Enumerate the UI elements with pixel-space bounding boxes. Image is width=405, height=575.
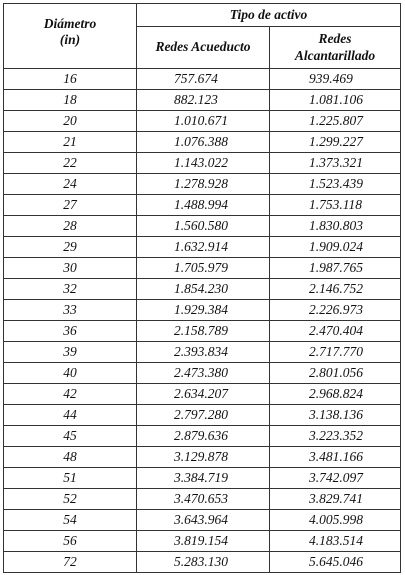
diameter-cell: 16: [4, 69, 137, 90]
diameter-cell: 24: [4, 174, 137, 195]
table-row: [4, 363, 401, 384]
table-row: [4, 153, 401, 174]
diameter-header-label: Diámetro: [43, 15, 97, 31]
table-row: [4, 552, 401, 573]
acueducto-cell: 1.560.580: [137, 216, 270, 237]
diameter-cell: 72: [4, 552, 137, 573]
diameter-cell: 48: [4, 447, 137, 468]
table-row: [4, 216, 401, 237]
table-row: [4, 237, 401, 258]
acueducto-header: [137, 27, 270, 69]
table-row: [4, 510, 401, 531]
alcantarillado-cell: 3.223.352: [270, 426, 401, 447]
alcantarillado-cell: 2.717.770: [270, 342, 401, 363]
diameter-cell: 20: [4, 111, 137, 132]
diameter-cell: 29: [4, 237, 137, 258]
alcantarillado-cell: 2.146.752: [270, 279, 401, 300]
diameter-cell: 22: [4, 153, 137, 174]
alcantarillado-cell: 4.005.998: [270, 510, 401, 531]
diameter-cell: 33: [4, 300, 137, 321]
acueducto-cell: 3.129.878: [137, 447, 270, 468]
alcantarillado-cell: 3.138.136: [270, 405, 401, 426]
diameter-header-unit: (in): [59, 32, 81, 47]
alcantarillado-cell: 2.801.056: [270, 363, 401, 384]
diameter-cell: 39: [4, 342, 137, 363]
diameter-cell: 42: [4, 384, 137, 405]
table-row: [4, 468, 401, 489]
diameter-cell: 56: [4, 531, 137, 552]
acueducto-cell: 3.384.719: [137, 468, 270, 489]
header-row-group: [4, 4, 401, 27]
diameter-cell: 18: [4, 90, 137, 111]
diameter-cell: 54: [4, 510, 137, 531]
acueducto-cell: 2.634.207: [137, 384, 270, 405]
table-row: [4, 174, 401, 195]
acueducto-cell: 2.473.380: [137, 363, 270, 384]
alcantarillado-header-label-1: Redes: [318, 31, 352, 47]
acueducto-cell: 2.158.789: [137, 321, 270, 342]
alcantarillado-cell: 1.830.803: [270, 216, 401, 237]
acueducto-cell: 1.632.914: [137, 237, 270, 258]
acueducto-cell: 1.076.388: [137, 132, 270, 153]
alcantarillado-cell: 5.645.046: [270, 552, 401, 573]
acueducto-cell: 3.643.964: [137, 510, 270, 531]
table-row: [4, 342, 401, 363]
acueducto-cell: 882.123: [137, 90, 270, 111]
table-row: [4, 426, 401, 447]
acueducto-cell: 3.819.154: [137, 531, 270, 552]
alcantarillado-cell: 4.183.514: [270, 531, 401, 552]
table-row: [4, 531, 401, 552]
diameter-cell: 51: [4, 468, 137, 489]
alcantarillado-header-label-2: Alcantarillado: [294, 47, 376, 63]
alcantarillado-cell: 2.968.824: [270, 384, 401, 405]
acueducto-cell: 1.854.230: [137, 279, 270, 300]
diameter-cell: 21: [4, 132, 137, 153]
alcantarillado-cell: 3.481.166: [270, 447, 401, 468]
table-row: [4, 132, 401, 153]
acueducto-cell: 2.797.280: [137, 405, 270, 426]
table-row: [4, 69, 401, 90]
table-row: [4, 300, 401, 321]
acueducto-cell: 1.705.979: [137, 258, 270, 279]
diameter-cell: 44: [4, 405, 137, 426]
alcantarillado-cell: 1.987.765: [270, 258, 401, 279]
acueducto-header-label: Redes Acueducto: [155, 39, 251, 55]
diameter-cell: 40: [4, 363, 137, 384]
alcantarillado-cell: 1.299.227: [270, 132, 401, 153]
acueducto-cell: 3.470.653: [137, 489, 270, 510]
table-row: [4, 321, 401, 342]
diameter-cell: 28: [4, 216, 137, 237]
asset-type-header: Tipo de activo: [137, 4, 401, 27]
acueducto-cell: 2.393.834: [137, 342, 270, 363]
alcantarillado-cell: 1.753.118: [270, 195, 401, 216]
alcantarillado-cell: 1.373.321: [270, 153, 401, 174]
alcantarillado-cell: 3.829.741: [270, 489, 401, 510]
alcantarillado-cell: 2.226.973: [270, 300, 401, 321]
alcantarillado-header: [270, 27, 401, 69]
diameter-header: [4, 4, 137, 69]
alcantarillado-cell: 1.909.024: [270, 237, 401, 258]
asset-cost-table: [3, 3, 401, 573]
table-row: [4, 279, 401, 300]
alcantarillado-cell: 1.523.439: [270, 174, 401, 195]
table-header: [4, 4, 401, 69]
diameter-cell: 52: [4, 489, 137, 510]
acueducto-cell: 5.283.130: [137, 552, 270, 573]
diameter-cell: 36: [4, 321, 137, 342]
acueducto-cell: 1.143.022: [137, 153, 270, 174]
diameter-cell: 32: [4, 279, 137, 300]
acueducto-cell: 757.674: [137, 69, 270, 90]
diameter-cell: 45: [4, 426, 137, 447]
acueducto-cell: 1.929.384: [137, 300, 270, 321]
alcantarillado-cell: 3.742.097: [270, 468, 401, 489]
diameter-cell: 30: [4, 258, 137, 279]
table-row: [4, 111, 401, 132]
table-row: [4, 405, 401, 426]
table-row: [4, 195, 401, 216]
table-row: [4, 447, 401, 468]
alcantarillado-cell: 2.470.404: [270, 321, 401, 342]
alcantarillado-cell: 1.081.106: [270, 90, 401, 111]
acueducto-cell: 2.879.636: [137, 426, 270, 447]
table-row: [4, 90, 401, 111]
acueducto-cell: 1.488.994: [137, 195, 270, 216]
alcantarillado-cell: 939.469: [270, 69, 401, 90]
acueducto-cell: 1.278.928: [137, 174, 270, 195]
table-row: [4, 258, 401, 279]
table-row: [4, 489, 401, 510]
diameter-cell: 27: [4, 195, 137, 216]
acueducto-cell: 1.010.671: [137, 111, 270, 132]
table-row: [4, 384, 401, 405]
table-body: [4, 69, 401, 573]
alcantarillado-cell: 1.225.807: [270, 111, 401, 132]
